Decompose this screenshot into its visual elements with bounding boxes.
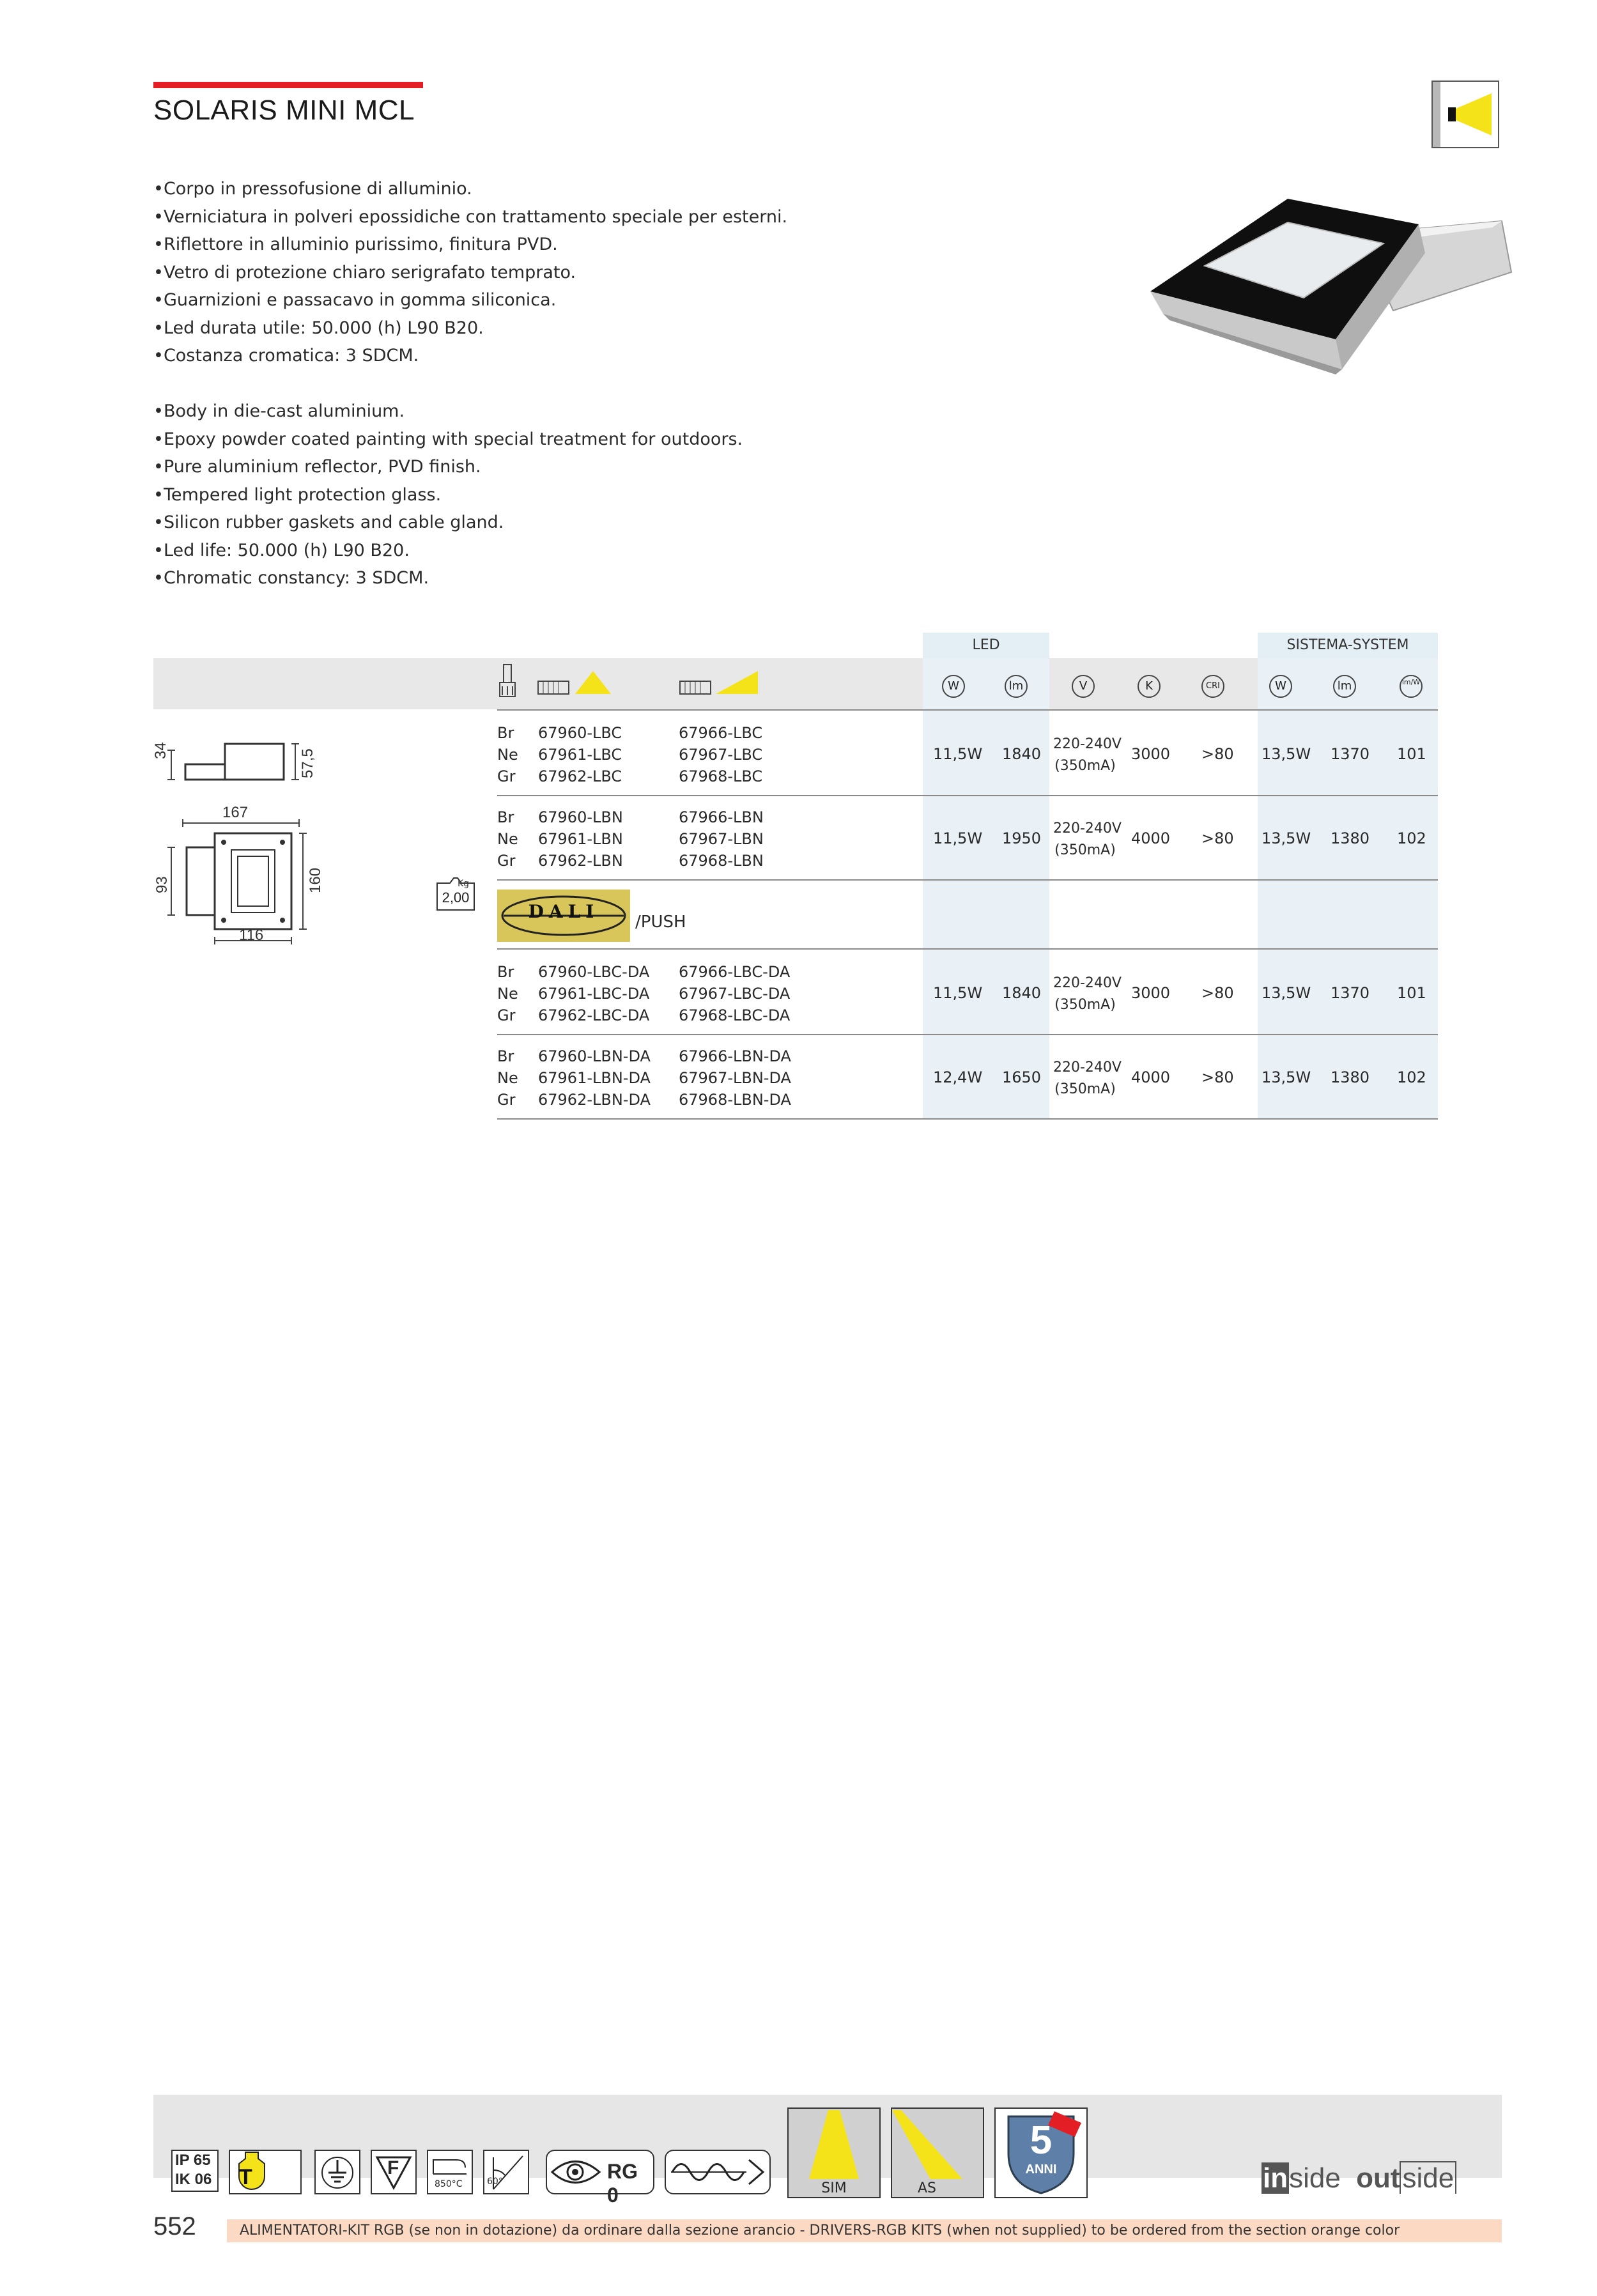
row-1-voltage: 220-240V (350mA): [1053, 736, 1122, 774]
paint-brush-icon: [496, 663, 519, 702]
dim-front-height: 93: [153, 876, 171, 893]
f-mark-icon: F: [371, 2150, 417, 2194]
row-3-kelvin: 3000: [1131, 984, 1171, 1002]
table-row-4-finishes: Br Ne Gr: [497, 1047, 518, 1109]
table-divider: [497, 879, 1438, 881]
row-4-led-lumen: 1650: [1002, 1068, 1042, 1086]
table-row-3-codes-symmetric: 67960-LBC-DA 67961-LBC-DA 67962-LBC-DA: [538, 963, 650, 1024]
dim-side-total-height: 57,5: [299, 748, 316, 778]
system-watt-icon: W: [1269, 675, 1292, 698]
table-row-1-codes-symmetric: 67960-LBC 67961-LBC 67962-LBC: [538, 724, 622, 785]
table-row-3-codes-asymmetric: 67966-LBC-DA 67967-LBC-DA 67968-LBC-DA: [679, 963, 791, 1024]
sim-beam-icon: SIM: [787, 2107, 881, 2198]
row-2-system-lumen: 1380: [1331, 829, 1370, 847]
weight-icon: Kg 2,00: [436, 877, 475, 911]
efficacy-icon: lm/W: [1400, 675, 1423, 698]
table-row-1-finishes: Br Ne Gr: [497, 724, 518, 785]
table-divider: [497, 795, 1438, 796]
tilt-angle-icon: 60°: [483, 2150, 529, 2194]
row-1-system-lumen: 1370: [1331, 745, 1370, 763]
row-2-voltage: 220-240V (350mA): [1053, 821, 1122, 858]
warranty-badge: 5 ANNI: [994, 2107, 1088, 2198]
row-3-efficacy: 101: [1397, 984, 1426, 1002]
table-divider: [497, 1118, 1438, 1120]
dim-front-total-height: 160: [307, 867, 324, 893]
row-2-efficacy: 102: [1397, 829, 1426, 847]
dim-bottom-width: 116: [239, 927, 264, 944]
row-1-cri: >80: [1201, 745, 1234, 763]
photobiological-risk-badge: RG 0: [546, 2150, 654, 2194]
product-title: SOLARIS MINI MCL: [153, 95, 415, 126]
led-group-header: LED: [923, 633, 1049, 658]
row-3-led-lumen: 1840: [1002, 984, 1042, 1002]
earth-ground-icon: [314, 2150, 360, 2194]
row-3-cri: >80: [1201, 984, 1234, 1002]
dim-top-width: 167: [222, 804, 249, 821]
brand-logo: inside outside: [1261, 2162, 1456, 2196]
kelvin-icon: K: [1138, 675, 1161, 698]
table-divider: [497, 709, 1438, 711]
feature-en-1: • Body in die-cast aluminium.: [153, 397, 743, 426]
row-3-system-lumen: 1370: [1331, 984, 1370, 1002]
system-group-header: SISTEMA-SYSTEM: [1258, 633, 1438, 658]
feature-it-7: • Costanza cromatica: 3 SDCM.: [153, 342, 787, 370]
voltage-icon: V: [1072, 675, 1095, 698]
row-2-led-watt: 11,5W: [933, 829, 983, 847]
symmetric-beam-icon: [537, 668, 620, 699]
features-italian: [153, 175, 787, 370]
page-number: 552: [153, 2212, 196, 2240]
dimmable-icon: [665, 2150, 771, 2194]
product-image: [1144, 183, 1515, 394]
row-4-system-lumen: 1380: [1331, 1068, 1370, 1086]
row-1-led-lumen: 1840: [1002, 745, 1042, 763]
feature-en-4: • Tempered light protection glass.: [153, 481, 743, 509]
system-column-bg: [1258, 658, 1438, 1118]
table-row-3-finishes: Br Ne Gr: [497, 963, 518, 1024]
row-4-led-watt: 12,4W: [933, 1068, 983, 1086]
asymmetric-beam-icon: [679, 668, 762, 699]
row-2-cri: >80: [1201, 829, 1234, 847]
table-divider: [497, 948, 1438, 950]
row-3-led-watt: 11,5W: [933, 984, 983, 1002]
row-2-system-watt: 13,5W: [1261, 829, 1311, 847]
table-header-band: [153, 658, 1438, 709]
table-row-4-codes-asymmetric: 67966-LBN-DA 67967-LBN-DA 67968-LBN-DA: [679, 1047, 791, 1109]
row-4-voltage: 220-240V (350mA): [1053, 1059, 1122, 1097]
row-3-system-watt: 13,5W: [1261, 984, 1311, 1002]
table-row-1-codes-asymmetric: 67966-LBC 67967-LBC 67968-LBC: [679, 724, 763, 785]
ip-ik-rating: IP 65 IK 06: [171, 2150, 219, 2192]
feature-it-2: • Verniciatura in polveri epossidiche con trattamento speciale per esterni.: [153, 203, 787, 231]
lumen-icon: lm: [1005, 675, 1028, 698]
row-1-system-watt: 13,5W: [1261, 745, 1311, 763]
feature-en-3: • Pure aluminium reflector, PVD finish.: [153, 453, 743, 481]
table-row-2-codes-asymmetric: 67966-LBN 67967-LBN 67968-LBN: [679, 808, 764, 870]
asymmetric-beam-badge: AS: [891, 2107, 984, 2198]
row-4-system-watt: 13,5W: [1261, 1068, 1311, 1086]
row-1-efficacy: 101: [1397, 745, 1426, 763]
t-marking-icon: T: [229, 2150, 302, 2194]
row-3-voltage: 220-240V (350mA): [1053, 975, 1122, 1013]
feature-it-6: • Led durata utile: 50.000 (h) L90 B20.: [153, 314, 787, 343]
glow-wire-icon: 850°C: [427, 2150, 473, 2194]
dali-logo: DALI: [497, 890, 630, 942]
row-4-kelvin: 4000: [1131, 1068, 1171, 1086]
feature-en-6: • Led life: 50.000 (h) L90 B20.: [153, 537, 743, 565]
row-1-kelvin: 3000: [1131, 745, 1171, 763]
table-row-4-codes-symmetric: 67960-LBN-DA 67961-LBN-DA 67962-LBN-DA: [538, 1047, 651, 1109]
table-row-2-finishes: Br Ne Gr: [497, 808, 518, 870]
feature-en-5: • Silicon rubber gaskets and cable gland.: [153, 509, 743, 537]
feature-it-1: • Corpo in pressofusione di alluminio.: [153, 175, 787, 203]
feature-en-2: • Epoxy powder coated painting with special treatment for outdoors.: [153, 426, 743, 454]
row-4-efficacy: 102: [1397, 1068, 1426, 1086]
system-lumen-icon: lm: [1333, 675, 1356, 698]
table-row-2-codes-symmetric: 67960-LBN 67961-LBN 67962-LBN: [538, 808, 623, 870]
features-english: [153, 397, 743, 592]
row-4-cri: >80: [1201, 1068, 1234, 1086]
row-2-led-lumen: 1950: [1002, 829, 1042, 847]
row-1-led-watt: 11,5W: [933, 745, 983, 763]
driver-note: ALIMENTATORI-KIT RGB (se non in dotazione) da ordinare dalla sezione arancio - DRIVERS-RGB KITS (when not supplied) to be ordered from the section orange color: [227, 2219, 1502, 2242]
feature-it-3: • Riflettore in alluminio purissimo, finitura PVD.: [153, 231, 787, 259]
title-accent-bar: [153, 82, 423, 88]
row-2-kelvin: 4000: [1131, 829, 1171, 847]
feature-it-4: • Vetro di protezione chiaro serigrafato temprato.: [153, 259, 787, 287]
cri-icon: CRI: [1201, 675, 1224, 698]
wall-light-icon: [1431, 81, 1499, 148]
watt-icon: W: [942, 675, 965, 698]
table-divider: [497, 1034, 1438, 1035]
feature-en-7: • Chromatic constancy: 3 SDCM.: [153, 564, 743, 592]
led-column-bg: [923, 658, 1049, 1118]
dim-side-height: 34: [152, 742, 169, 759]
dali-push-label: /PUSH: [635, 913, 686, 932]
feature-it-5: • Guarnizioni e passacavo in gomma siliconica.: [153, 286, 787, 314]
